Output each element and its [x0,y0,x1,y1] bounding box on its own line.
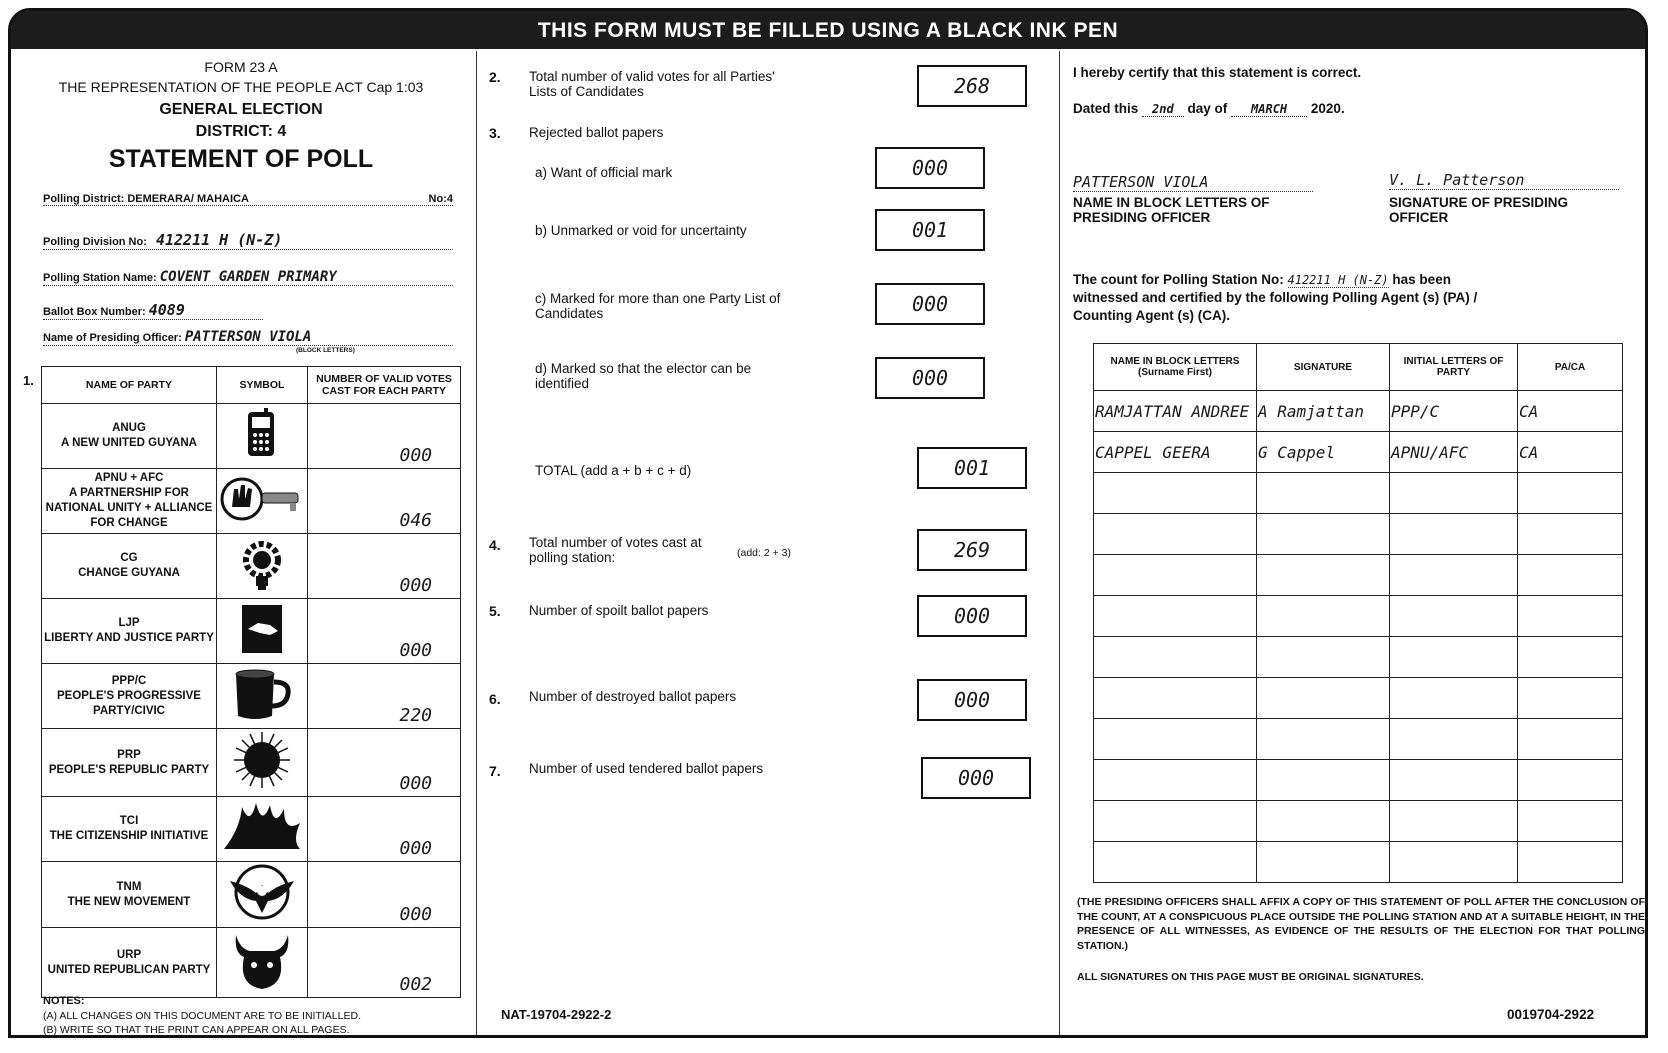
leaves-icon [220,842,304,859]
agent-party-cell [1390,801,1518,842]
agent-role-cell [1518,637,1623,678]
party-row [42,797,461,862]
agent-row [1094,760,1623,801]
note-a: (A) ALL CHANGES ON THIS DOCUMENT ARE TO BE INITIALLED. [43,1010,361,1022]
item-7-label: Number of used tendered ballot papers [529,761,764,776]
item-7-number: 7. [489,763,501,779]
rejected-b-box: 001 [875,209,985,251]
party-votes-cell: 000 [308,599,461,664]
party-row [42,664,461,729]
party-symbol-cell [217,729,308,797]
agent-party-cell [1390,637,1518,678]
header-symbol: SYMBOL [217,367,308,404]
agent-role-cell [1518,555,1623,596]
polling-division-value: 412211 H (N-Z) [155,231,283,249]
party-abbreviation: CG [120,552,138,564]
count-station-value: 412211 H (N-Z) [1287,273,1389,287]
party-full-name: A PARTNERSHIP FOR NATIONAL UNITY + ALLIANCE FOR CHANGE [45,487,213,529]
item-4-number: 4. [489,537,501,553]
agent-role-cell [1518,473,1623,514]
party-full-name: UNITED REPUBLICAN PARTY [47,963,211,976]
header-agent-role: PA/CA [1518,344,1623,391]
party-abbreviation: TCI [119,815,139,827]
agent-row [1094,678,1623,719]
eagle-icon [226,908,298,925]
agent-row [1094,473,1623,514]
count-witness-text: The count for Polling Station No: 412211 H (N-Z) has been witnessed and certified by the following Polling Agent (s) (PA) / Counting Agent (s) (CA). [1073,272,1478,323]
party-abbreviation: ANUG [112,422,146,434]
item-2-box: 268 [917,65,1027,107]
agent-name-cell [1094,719,1257,760]
party-votes-cell: 000 [308,404,461,469]
agent-name-cell [1094,473,1257,514]
rejected-d-box: 000 [875,357,985,399]
party-name-cell [42,729,217,797]
party-abbreviation: LJP [118,617,140,629]
agent-name-cell [1094,555,1257,596]
dated-month: MARCH [1231,102,1307,117]
item-2-label: Total number of valid votes for all Parties' Lists of Candidates [529,69,775,99]
item-4-box: 269 [917,529,1027,571]
rejected-b-label: b) Unmarked or void for uncertainty [535,223,747,238]
party-full-name: PEOPLE'S PROGRESSIVE PARTY/CIVIC [57,689,201,717]
party-votes-cell: 002 [308,928,461,998]
party-symbol-cell [217,469,308,534]
polling-district: Polling District: DEMERARA/ MAHAICA No:4 [43,193,453,205]
agent-signature-cell [1257,555,1390,596]
party-abbreviation: PRP [117,748,141,761]
party-symbol-cell [217,862,308,928]
header-agent-party: INITIAL LETTERS OF PARTY [1390,344,1518,391]
agent-name-cell: CAPPEL GEERA [1094,432,1257,473]
presiding-officer: Name of Presiding Officer: PATTERSON VIOLA [43,329,453,346]
handshake-icon [236,644,288,661]
party-symbol-cell [217,797,308,862]
party-symbol-cell [217,928,308,998]
header-agent-name: NAME IN BLOCK LETTERS (Surname First) [1094,344,1257,391]
agent-signature-cell [1257,596,1390,637]
agent-role-cell [1518,678,1623,719]
agent-role-cell [1518,719,1623,760]
party-full-name: PEOPLE'S REPUBLIC PARTY [48,763,210,776]
sun-icon [232,777,292,794]
header-party-name: NAME OF PARTY [42,367,217,404]
party-name-cell [42,534,217,599]
agent-party-cell: APNU/AFC [1390,432,1518,473]
item-7-box: 000 [921,757,1031,799]
party-abbreviation: TNM [116,880,142,893]
agent-name-cell [1094,678,1257,719]
party-row [42,928,461,998]
agent-party-cell [1390,842,1518,883]
agent-party-cell [1390,596,1518,637]
party-name-cell [42,664,217,729]
rejected-total-label: TOTAL (add a + b + c + d) [535,463,692,478]
district-no: No:4 [428,193,453,205]
agent-signature-cell [1257,514,1390,555]
item-6-label: Number of destroyed ballot papers [529,689,737,704]
po-name-value: PATTERSON VIOLA [1073,173,1313,192]
agent-party-cell: PPP/C [1390,391,1518,432]
party-abbreviation: PPP/C [111,674,147,687]
black-ink-banner: THIS FORM MUST BE FILLED USING A BLACK INK PEN [11,11,1645,49]
item-5-number: 5. [489,603,501,619]
party-row [42,469,461,534]
agent-role-cell [1518,801,1623,842]
phone-icon [242,447,282,464]
hand-key-icon [220,510,304,527]
agent-party-cell [1390,678,1518,719]
ballot-box: Ballot Box Number: 4089 [43,301,263,320]
party-symbol-cell [217,664,308,729]
agent-name-cell [1094,801,1257,842]
agent-name-cell [1094,637,1257,678]
header-agent-signature: SIGNATURE [1257,344,1390,391]
certify-statement: I hereby certify that this statement is correct. [1073,65,1362,80]
polling-division: Polling Division No: 412211 H (N-Z) [43,231,453,250]
po-signature: V. L. Patterson [1389,171,1619,190]
party-row [42,534,461,599]
item-5-box: 000 [917,595,1027,637]
district-title: DISTRICT: 4 [195,123,287,140]
statement-of-poll-form [8,8,1648,1038]
agent-party-cell [1390,473,1518,514]
agent-row [1094,637,1623,678]
agent-row [1094,514,1623,555]
agent-party-cell [1390,514,1518,555]
agent-name-cell: RAMJATTAN ANDREE [1094,391,1257,432]
agent-name-cell [1094,842,1257,883]
agent-party-cell [1390,555,1518,596]
agent-signature-cell: G Cappel [1257,432,1390,473]
party-votes-cell: 000 [308,797,461,862]
party-full-name: THE CITIZENSHIP INITIATIVE [49,830,209,842]
party-name-cell [42,599,217,664]
rejected-total-box: 001 [917,447,1027,489]
agent-signature-cell [1257,473,1390,514]
item-6-box: 000 [917,679,1027,721]
agent-party-cell [1390,760,1518,801]
item-5-label: Number of spoilt ballot papers [529,603,709,618]
party-symbol-cell [217,404,308,469]
agent-name-cell [1094,514,1257,555]
agents-table [1093,343,1623,883]
party-full-name: LIBERTY AND JUSTICE PARTY [44,632,214,644]
right-serial: 0019704-2922 [1507,1007,1595,1022]
bull-icon [230,978,294,995]
po-signature-label: SIGNATURE OF PRESIDING OFFICER [1389,195,1569,225]
agent-signature-cell [1257,842,1390,883]
agent-signature-cell [1257,760,1390,801]
presiding-officer-value: PATTERSON VIOLA [184,329,312,345]
affix-note: (THE PRESIDING OFFICERS SHALL AFFIX A COPY OF THIS STATEMENT OF POLL AFTER THE CONCLUSION OF THE COUNT, AT A CONSPICUOUS PLACE OUTSIDE THE POLLING STATION AND AT A SUITABLE HEIGHT, IN THE PRESENCE OF ALL WITNESSES, AS EVIDENCE OF THE RESULTS OF THE ELECTION FOR THAT POLLING STATION.) [1077,896,1645,952]
party-name-cell [42,928,217,998]
agent-row [1094,432,1623,473]
column-divider-left [476,51,477,1035]
cup-icon [230,709,294,726]
party-full-name: A NEW UNITED GUYANA [61,437,197,449]
item-4-label: Total number of votes cast at polling station: [529,535,702,565]
party-row [42,599,461,664]
party-abbreviation: URP [116,948,142,961]
column-divider-right [1059,51,1060,1035]
party-row [42,729,461,797]
rejected-d-label: d) Marked so that the elector can be identified [535,361,752,391]
rejected-a-box: 000 [875,147,985,189]
agent-role-cell [1518,760,1623,801]
agent-signature-cell [1257,719,1390,760]
note-b: (B) WRITE SO THAT THE PRINT CAN APPEAR ON ALL PAGES. [43,1024,350,1036]
party-votes-table [41,366,461,998]
party-full-name: THE NEW MOVEMENT [67,895,191,908]
dated-line: Dated this 2nd day of MARCH 2020. [1073,101,1345,116]
agent-signature-cell: A Ramjattan [1257,391,1390,432]
po-name-label: NAME IN BLOCK LETTERS OF PRESIDING OFFICER [1073,195,1270,225]
agent-signature-cell [1257,678,1390,719]
rejected-a-label: a) Want of official mark [535,165,673,180]
middle-serial: NAT-19704-2922-2 [501,1007,612,1022]
party-votes-cell: 046 [308,469,461,534]
dated-day: 2nd [1142,102,1184,117]
page-title: STATEMENT OF POLL [108,145,374,173]
agent-name-cell [1094,596,1257,637]
section-number-1: 1. [23,373,34,388]
party-votes-cell: 000 [308,862,461,928]
agent-row [1094,801,1623,842]
party-votes-cell: 000 [308,729,461,797]
agent-role-cell: CA [1518,432,1623,473]
agent-signature-cell [1257,801,1390,842]
agent-row [1094,555,1623,596]
polling-station: Polling Station Name: COVENT GARDEN PRIMARY [43,269,453,286]
rejected-c-label: c) Marked for more than one Party List of Candidates [535,291,781,321]
agent-signature-cell [1257,637,1390,678]
party-abbreviation: APNU + AFC [94,472,164,484]
party-symbol-cell [217,534,308,599]
notes-title: NOTES: [43,995,85,1007]
agent-name-cell [1094,760,1257,801]
party-symbol-cell [217,599,308,664]
party-name-cell [42,404,217,469]
agent-row [1094,719,1623,760]
party-name-cell [42,797,217,862]
agent-party-cell [1390,719,1518,760]
item-3-number: 3. [489,125,501,141]
item-3-label: Rejected ballot papers [529,125,664,140]
agent-role-cell [1518,596,1623,637]
block-letters-note: (BLOCK LETTERS) [296,347,355,354]
ballot-box-value: 4089 [148,301,185,319]
party-row [42,862,461,928]
polling-station-value: COVENT GARDEN PRIMARY [159,269,337,285]
agent-row [1094,596,1623,637]
party-full-name: CHANGE GUYANA [78,567,180,579]
act-reference: THE REPRESENTATION OF THE PEOPLE ACT Cap 1:03 [58,79,424,95]
agent-row [1094,391,1623,432]
item-2-number: 2. [489,69,501,85]
party-votes-cell: 000 [308,534,461,599]
party-name-cell [42,469,217,534]
election-title: GENERAL ELECTION [159,101,323,118]
agent-role-cell [1518,842,1623,883]
item-6-number: 6. [489,691,501,707]
agent-role-cell: CA [1518,391,1623,432]
item-4-add-note: (add: 2 + 3) [737,547,791,559]
agent-row [1094,842,1623,883]
agent-role-cell [1518,514,1623,555]
party-row [42,404,461,469]
signatures-note: ALL SIGNATURES ON THIS PAGE MUST BE ORIGINAL SIGNATURES. [1077,971,1424,983]
header-valid-votes: NUMBER OF VALID VOTES CAST FOR EACH PARTY [308,367,461,404]
rejected-c-box: 000 [875,283,985,325]
party-votes-cell: 220 [308,664,461,729]
party-name-cell [42,862,217,928]
form-number: FORM 23 A [204,59,278,75]
gear-bulb-icon [236,579,288,596]
